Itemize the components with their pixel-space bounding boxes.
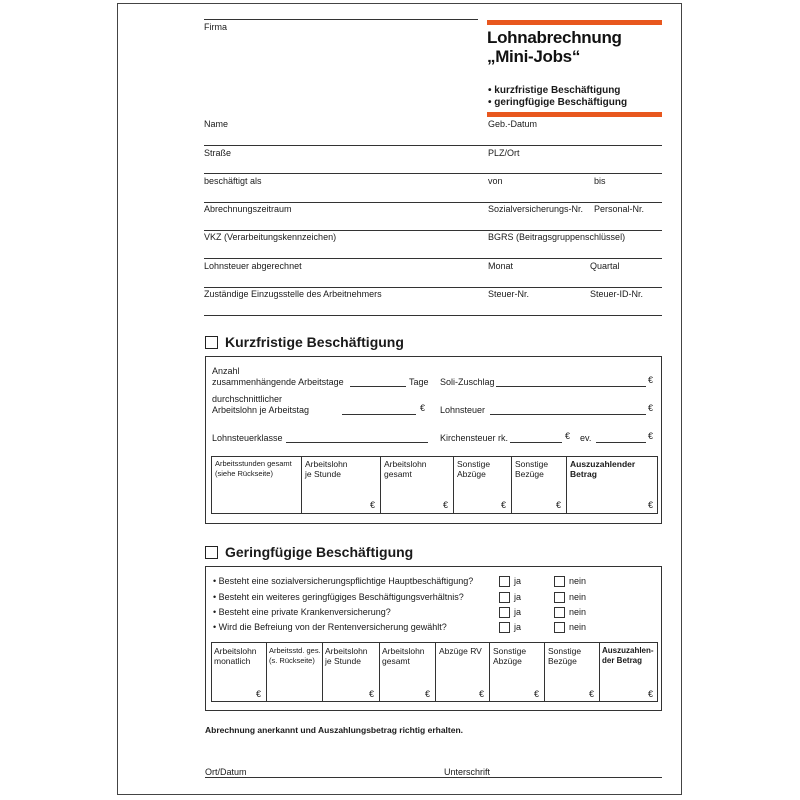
durchschnitt-label-1: durchschnittlicher [212,394,283,404]
cell-currency: € [370,500,376,510]
col-header-sub: (s. Rückseite) [269,656,315,665]
table-divider [322,642,323,702]
ort-datum-label: Ort/Datum [205,767,247,777]
kirchensteuer-ev-line[interactable] [596,442,646,443]
question-text: Besteht eine sozialversicherungspflichtige Hauptbeschäftigung? [218,576,474,586]
ja-option-2[interactable] [499,592,521,603]
col-header: Arbeitslohn [382,646,425,656]
col-header-sub: gesamt [382,656,410,666]
nein-label: nein [569,622,587,632]
soli-currency: € [648,375,654,385]
question-text: Wird die Befreiung von der Rentenversicherung gewählt? [218,622,447,632]
abrechnung-line[interactable] [204,230,662,231]
durchschnitt-currency: € [420,403,426,413]
col-header-sub: Abzüge [457,469,486,479]
anzahl-label-2: zusammenhängende Arbeitstage [212,377,344,387]
col-header: Arbeitsstunden gesamt [215,459,292,468]
cell-currency: € [479,689,485,699]
firma-line [204,19,478,20]
bullet-text: kurzfristige Beschäftigung [494,85,621,96]
nein-option-4[interactable] [554,622,586,633]
lohnsteuer-currency: € [648,403,654,413]
col-header-sub: Abzüge [493,656,522,666]
nein-checkbox[interactable] [554,607,565,618]
ja-checkbox[interactable] [499,622,510,633]
col-header: Arbeitslohn [214,646,257,656]
personal-nr-label: Personal-Nr. [594,204,645,214]
beschaeftigt-als-label: beschäftigt als [204,176,262,186]
bullet-kurzfristig: • kurzfristige Beschäftigung [488,85,621,96]
nein-label: nein [569,576,587,586]
col-header-sub: je Stunde [305,469,341,479]
kurzfristig-heading-text: Kurzfristige Beschäftigung [225,334,404,350]
geringfuegig-heading [205,544,413,560]
signature-line[interactable] [205,777,662,778]
question-text: Besteht ein weiteres geringfügiges Beschäftigungsverhältnis? [218,592,464,602]
col-header: Sonstige [457,459,491,469]
nein-checkbox[interactable] [554,622,565,633]
soli-line[interactable] [496,386,646,387]
table-divider [435,642,436,702]
col-header: Abzüge RV [439,646,482,656]
einzugsstelle-line[interactable] [204,315,662,316]
lohnsteuer-line[interactable] [490,414,646,415]
nein-option-3[interactable] [554,607,586,618]
kirchensteuer-rk-currency: € [565,431,571,441]
firma-label: Firma [204,22,227,32]
vkz-label: VKZ (Verarbeitungskennzeichen) [204,232,337,242]
cell-currency: € [556,500,562,510]
ja-option-4[interactable] [499,622,521,633]
bullet-text: geringfügige Beschäftigung [494,97,628,108]
cell-currency: € [534,689,540,699]
durchschnitt-line[interactable] [342,414,416,415]
cell-currency: € [589,689,595,699]
col-header: Arbeitslohn [384,459,427,469]
table-divider [301,456,302,514]
table-divider [599,642,600,702]
ja-label: ja [514,576,522,586]
col-header-sub: monatlich [214,656,251,666]
col-header: Arbeitslohn [325,646,368,656]
nein-checkbox[interactable] [554,576,565,587]
cell-currency: € [443,500,449,510]
steuer-nr-label: Steuer-Nr. [488,289,530,299]
geringfuegig-heading-text: Geringfügige Beschäftigung [225,544,414,560]
col-header: Arbeitslohn [305,459,348,469]
strasse-label: Straße [204,148,232,158]
anzahl-label-1: Anzahl [212,366,240,376]
einzugsstelle-label: Zuständige Einzugsstelle des Arbeitnehmers [204,289,382,299]
table-divider [266,642,267,702]
vkz-line[interactable] [204,258,662,259]
question-4: • Wird die Befreiung von der Rentenversicherung gewählt? [213,622,447,632]
geb-datum-label: Geb.-Datum [488,119,538,129]
col-header-sub: der Betrag [602,656,643,665]
table-divider [566,456,567,514]
table-divider [379,642,380,702]
col-header: Sonstige [493,646,527,656]
kurzfristig-heading [205,334,404,350]
ja-checkbox[interactable] [499,607,510,618]
durchschnitt-label-2: Arbeitslohn je Arbeitstag [212,405,310,415]
lohnsteuerklasse-line[interactable] [286,442,428,443]
cell-currency: € [501,500,507,510]
question-text: Besteht eine private Krankenversicherung? [218,607,391,617]
kirchensteuer-ev-currency: € [648,431,654,441]
strasse-line[interactable] [204,173,662,174]
table-divider [453,456,454,514]
monat-label: Monat [488,261,514,271]
form-title-line2: „Mini-Jobs“ [487,47,581,66]
col-header: Arbeitsstd. ges. [269,646,321,655]
cell-currency: € [369,689,375,699]
cell-currency: € [425,689,431,699]
accent-bar-bottom [487,112,662,117]
cell-currency: € [648,500,654,510]
lohnsteuer-abgerechnet-label: Lohnsteuer abgerechnet [204,261,302,271]
col-header-sub: Bezüge [515,469,544,479]
ja-label: ja [514,607,522,617]
ja-option-1[interactable] [499,576,521,587]
col-header: Auszuzahlender [570,459,636,469]
nein-option-2[interactable] [554,592,586,603]
ja-option-3[interactable] [499,607,521,618]
plz-ort-label: PLZ/Ort [488,148,520,158]
col-header: Auszuzahlen- [602,646,654,655]
col-header: Sonstige [548,646,582,656]
kirchensteuer-rk-line[interactable] [510,442,562,443]
bgrs-label: BGRS (Beitragsgruppenschlüssel) [488,232,626,242]
name-line[interactable] [204,145,662,146]
lohnsteuer-label: Lohnsteuer [440,405,486,415]
cell-currency: € [648,689,654,699]
nein-option-1[interactable] [554,576,586,587]
table-divider [489,642,490,702]
question-1: • Besteht eine sozialversicherungspflichtige Hauptbeschäftigung? [213,576,474,586]
nein-checkbox[interactable] [554,592,565,603]
lohnsteuer-line[interactable] [204,287,662,288]
sv-nr-label: Sozialversicherungs-Nr. [488,204,584,214]
kurzfristig-checkbox[interactable] [205,336,218,349]
col-header: Sonstige [515,459,549,469]
von-label: von [488,176,503,186]
bullet-geringfuegig: • geringfügige Beschäftigung [488,97,628,108]
ja-checkbox[interactable] [499,592,510,603]
bis-label: bis [594,176,606,186]
col-header-sub: Betrag [570,469,597,479]
kirchensteuer-label: Kirchensteuer rk. [440,433,509,443]
question-3: • Besteht eine private Krankenversicherung? [213,607,391,617]
beschaeftigt-line[interactable] [204,202,662,203]
table-divider [544,642,545,702]
col-header-sub: gesamt [384,469,412,479]
question-2: • Besteht ein weiteres geringfügiges Beschäftigungsverhältnis? [213,592,464,602]
nein-label: nein [569,592,587,602]
cell-currency: € [256,689,262,699]
geringfuegig-checkbox[interactable] [205,546,218,559]
abrechnungszeitraum-label: Abrechnungszeitraum [204,204,292,214]
quartal-label: Quartal [590,261,620,271]
nein-label: nein [569,607,587,617]
col-header-sub: Bezüge [548,656,577,666]
unterschrift-label: Unterschrift [444,767,491,777]
ja-label: ja [514,622,522,632]
tage-label: Tage [409,377,429,387]
confirmation-text: Abrechnung anerkannt und Auszahlungsbetrag richtig erhalten. [205,725,464,735]
table-divider [511,456,512,514]
lohnsteuerklasse-label: Lohnsteuerklasse [212,433,283,443]
ja-checkbox[interactable] [499,576,510,587]
ev-label: ev. [580,433,592,443]
ja-label: ja [514,592,522,602]
accent-bar-top [487,20,662,25]
soli-label: Soli-Zuschlag [440,377,495,387]
col-header-sub: (siehe Rückseite) [215,469,273,478]
anzahl-line[interactable] [350,386,406,387]
col-header-sub: je Stunde [325,656,361,666]
form-title-line1: Lohnabrechnung [487,28,622,47]
steuer-id-nr-label: Steuer-ID-Nr. [590,289,644,299]
table-divider [380,456,381,514]
name-label: Name [204,119,229,129]
